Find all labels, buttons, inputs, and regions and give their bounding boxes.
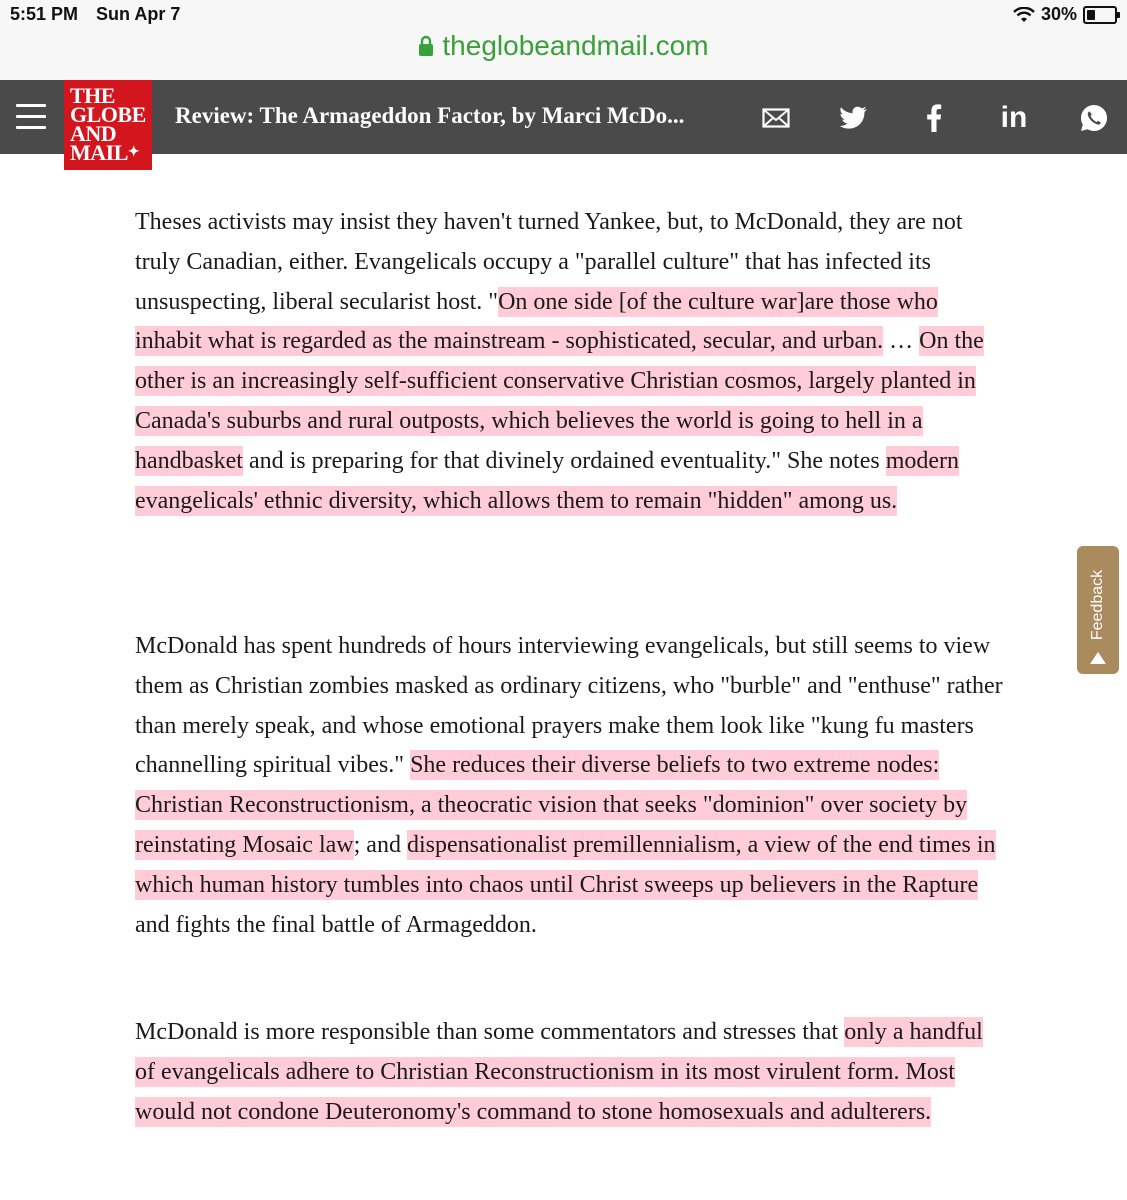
text-span: Theses activists may insist they haven't turned Yankee, but, to McDonald, they are not truly Canadian, either. Evangelicals occupy a "parallel culture" that has infected its unsuspecting, liberal secularist host. " (135, 209, 963, 315)
highlighted-text: only a handful of evangelicals adhere to Christian Reconstructionism in its most virulent form. Most would not condone Deuteronomy's command to stone homosexuals and adulterers. (135, 1019, 983, 1125)
lock-icon (418, 35, 434, 57)
status-right (1013, 4, 1117, 25)
url-text: theglobeandmail.com (442, 30, 709, 61)
text-span: and fights the final battle of Armageddon. (135, 911, 537, 938)
text-span: McDonald has spent hundreds of hours interviewing evangelicals, but still seems to view them as Christian zombies masked as ordinary citizens, who "burble" and "enthuse" rather than merely speak, and whose emotional prayers make them look like "kung fu masters channelling spiritual vibes." (135, 633, 1003, 779)
status-date: Sun Apr 7 (96, 4, 181, 24)
maple-leaf-icon: ✦ (127, 145, 140, 160)
highlighted-text: dispensationalist premillennialism, a view of the end times in which human history tumbles into chaos until Christ sweeps up believers in the Rapture (135, 831, 996, 898)
battery-percent: 30% (1040, 4, 1077, 24)
highlighted-text: She reduces their diverse beliefs to two extreme nodes: Christian Reconstructionism, a theocratic vision that seeks "dominion" over society by reinstating Mosaic law (135, 752, 968, 858)
highlighted-text: On one side [of the culture war]are those who inhabit what is regarded as the mainstream - sophisticated, secular, and urban. (135, 288, 938, 355)
text-span: McDonald is more responsible than some commentators and stresses that (135, 1019, 845, 1045)
article-paragraph-2 (135, 627, 1005, 945)
logo-line-last (70, 140, 152, 165)
linkedin-icon[interactable]: in (1000, 101, 1028, 134)
twitter-icon[interactable] (834, 98, 874, 138)
logo-line: MAIL (70, 140, 128, 165)
email-icon[interactable] (756, 98, 796, 138)
article-paragraph-3 (135, 1013, 1005, 1132)
highlighted-text: On the other is an increasingly self-sufficient conservative Christian cosmos, largely planted in Canada's suburbs and rural outposts, which believes the world is going to hell in a handbasket (135, 328, 984, 474)
article-paragraph-1 (135, 203, 1005, 521)
caret-up-icon (1090, 652, 1106, 664)
text-span: … (883, 328, 920, 355)
text-span: ; and (353, 831, 407, 858)
status-time: 5:51 PM (10, 4, 79, 24)
feedback-label: Feedback (1089, 569, 1107, 641)
feedback-tab[interactable] (1077, 546, 1119, 674)
logo-line: THE (70, 83, 115, 108)
wifi-icon (1013, 7, 1035, 23)
status-bar (0, 0, 1127, 80)
facebook-icon[interactable] (914, 98, 954, 138)
globe-and-mail-logo[interactable] (64, 80, 152, 170)
highlighted-text: modern evangelicals' ethnic diversity, which allows them to remain "hidden" among us. (135, 447, 960, 514)
menu-icon[interactable] (16, 104, 46, 130)
article-title: Review: The Armageddon Factor, by Marci McDo... (175, 103, 685, 128)
whatsapp-icon[interactable] (1074, 98, 1114, 138)
text-span: and is preparing for that divinely ordained eventuality." She notes (242, 447, 886, 474)
address-bar[interactable] (0, 30, 1127, 62)
battery-icon (1083, 6, 1117, 24)
logo-line: GLOBE (70, 102, 146, 127)
logo-line: AND (70, 121, 117, 146)
